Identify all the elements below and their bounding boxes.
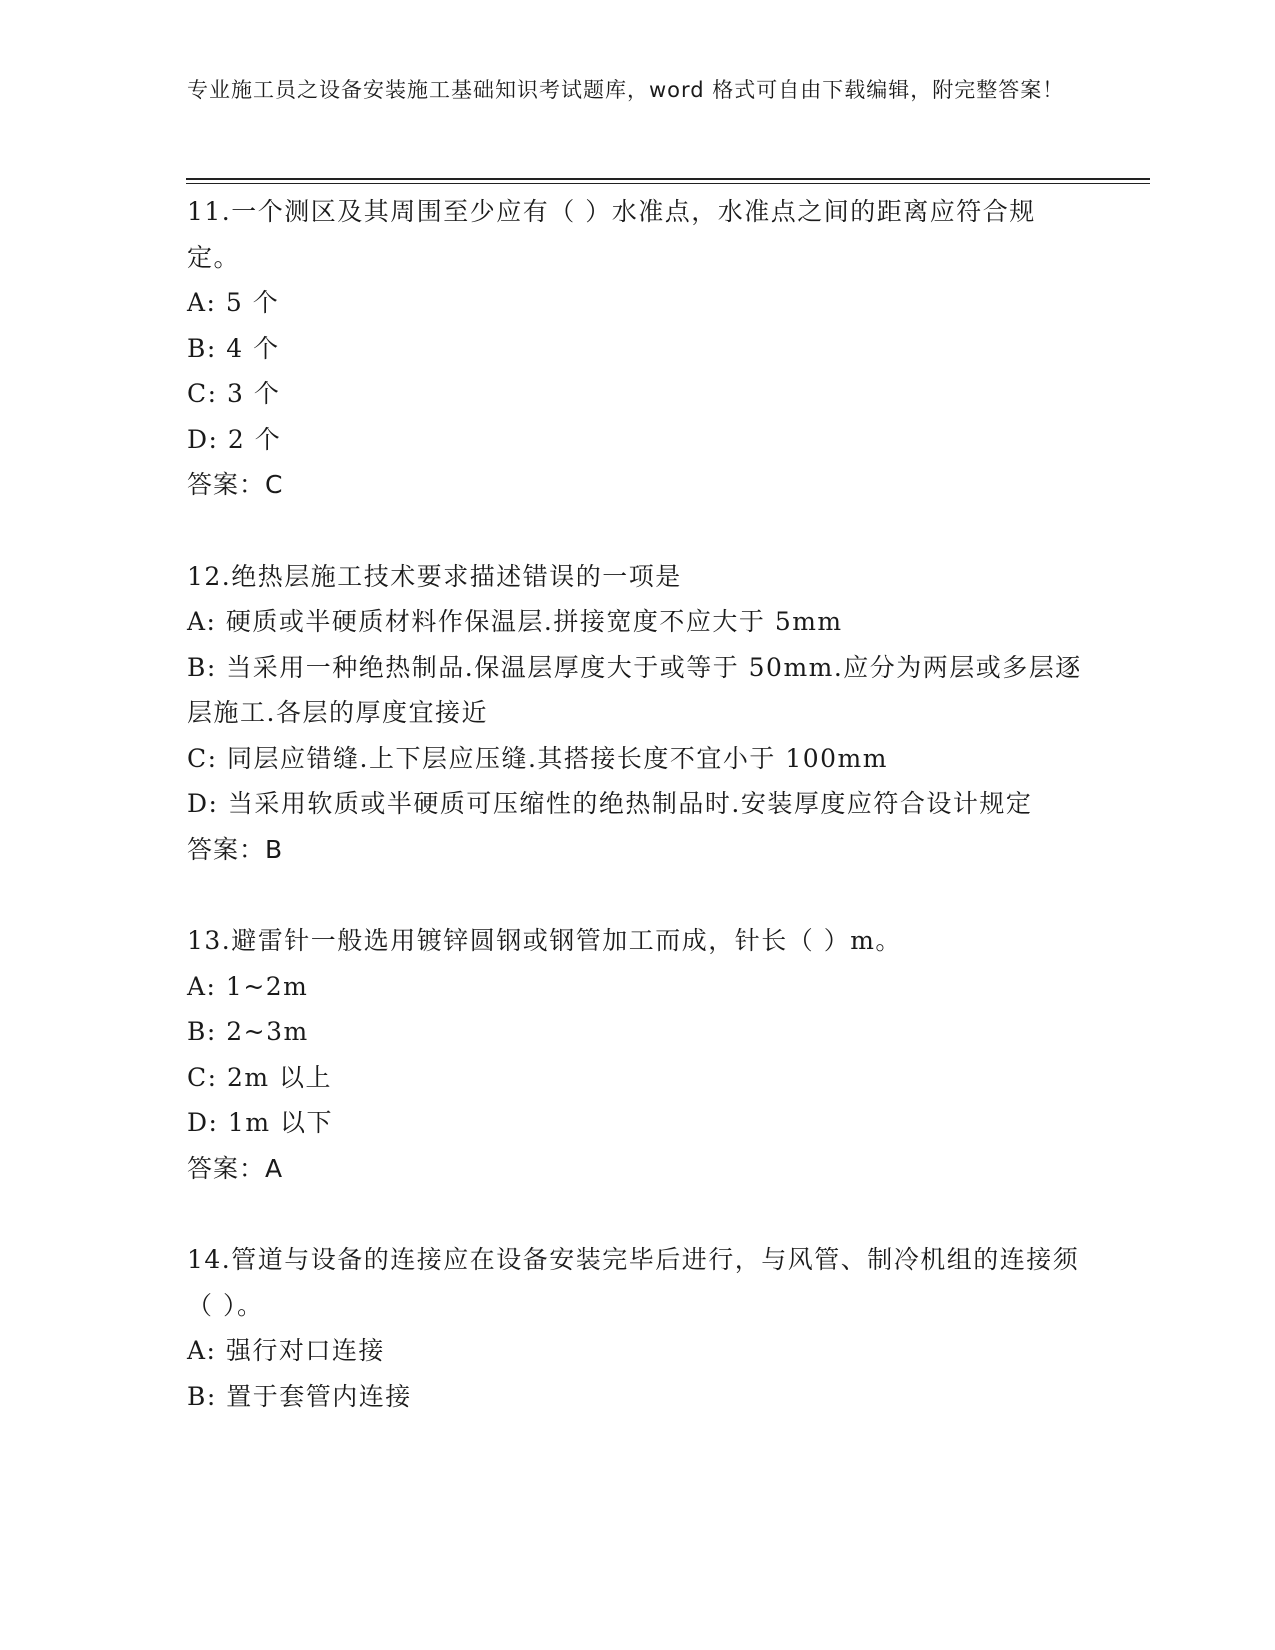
header-rule-thin (186, 183, 1150, 184)
option-b: B: 当采用一种绝热制品.保温层厚度大于或等于 50mm.应分为两层或多层逐层施工.各层的厚度宜接近 (187, 652, 1082, 727)
header-rule-thick (186, 178, 1150, 180)
option-b: B: 2~3m (187, 1017, 309, 1046)
option-a: A: 硬质或半硬质材料作保温层.拼接宽度不应大于 5mm (187, 607, 843, 636)
option-d: D: 2 个 (187, 424, 282, 454)
option-b: B: 置于套管内连接 (187, 1381, 412, 1411)
question-text: 12.绝热层施工技术要求描述错误的一项是 (187, 561, 682, 591)
option-d: D: 当采用软质或半硬质可压缩性的绝热制品时.安装厚度应符合设计规定 (187, 789, 1033, 818)
option-b: B: 4 个 (187, 333, 280, 363)
option-c: C: 同层应错缝.上下层应压缝.其搭接长度不宜小于 100mm (187, 743, 888, 773)
question-14 (187, 1237, 1087, 1419)
question-13 (187, 918, 1087, 1191)
question-list (187, 189, 1087, 1465)
answer-line: 答案：B (187, 834, 284, 864)
question-text: 11.一个测区及其周围至少应有（ ）水准点，水准点之间的距离应符合规定。 (187, 197, 1036, 272)
answer-line: 答案：A (187, 1153, 284, 1183)
option-c: C: 3 个 (187, 379, 281, 408)
question-text: 13.避雷针一般选用镀锌圆钢或钢管加工而成，针长（ ）m。 (187, 926, 902, 955)
question-12 (187, 554, 1087, 873)
answer-line: 答案：C (187, 470, 284, 499)
question-11 (187, 189, 1087, 508)
option-a: A: 1~2m (187, 971, 309, 1001)
option-c: C: 2m 以上 (187, 1062, 333, 1092)
option-a: A: 强行对口连接 (187, 1336, 385, 1365)
document-header: 专业施工员之设备安装施工基础知识考试题库，word 格式可自由下载编辑，附完整答案！ (187, 78, 1065, 102)
option-a: A: 5 个 (187, 288, 280, 317)
option-d: D: 1m 以下 (187, 1108, 333, 1137)
question-text: 14.管道与设备的连接应在设备安装完毕后进行，与风管、制冷机组的连接须（ ）。 (187, 1245, 1080, 1320)
